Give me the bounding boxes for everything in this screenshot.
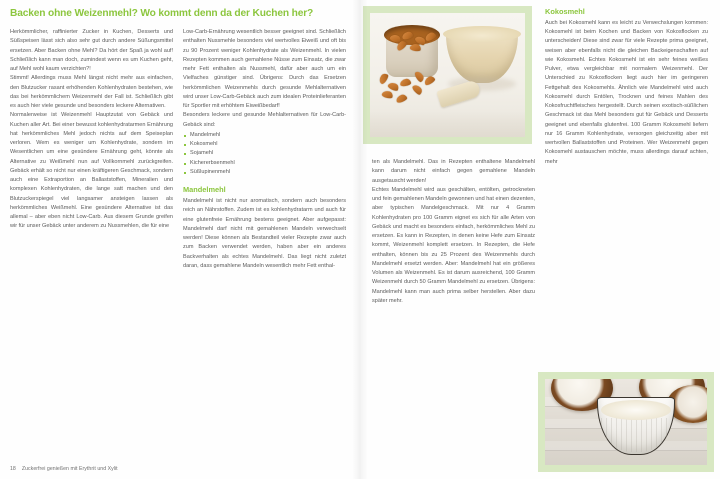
coconut-photo-frame [538, 372, 714, 472]
almond [377, 72, 389, 85]
left-column-2 [183, 28, 346, 271]
coconut-photo [545, 379, 707, 465]
flour-alternatives-list [183, 131, 346, 177]
page-title: Backen ohne Weizenmehl? Wo kommt denn da der Kuchen her? [10, 8, 314, 19]
paragraph: Herkömmlicher, raffinierter Zucker in Kuchen, Desserts und Süßspeisen lässt sich also sehr gut durch andere Süßungsmittel ersetzen. Aber Backen ohne Mehl? Da hört der Spaß ja wohl auf! Schließlich kann man doch, zumindest wenn es um Kuchen geht, auf Mehl wohl kaum verzichten?! [10, 29, 173, 73]
right-column-2 [545, 8, 708, 306]
list-item: Mandelmehl [183, 131, 346, 140]
list-item: Süßlupinenmehl [183, 168, 346, 177]
almond [381, 90, 393, 100]
left-column-1 [10, 28, 173, 271]
footer-left [10, 466, 118, 472]
paragraph: Low-Carb-Ernährung wesentlich besser geeignet sind. Schließlich enthalten Nussmehle besonders viel wertvolles Eiweiß und oft bis zu 90 Prozent weniger Kohlenhydrate als Weizenmehl. In vielen Rezepten kommen auch gemahlene Nüsse zum Einsatz, die zwar mehr Fett enthalten als Nussmehl, dafür aber auch um ein Vielfaches günstiger sind. Übrigens: Durch das Ersetzen herkömmlichen Weizenmehls durch gesunde Mehlalternativen wird unser Low-Carb-Gebäck auch zum idealen Proteinlieferanten für Sportler mit erhöhtem Eiweißbedarf! [183, 29, 346, 110]
paragraph: Normalerweise ist Weizenmehl Hauptzutat von Gebäck und Kuchen aller Art. Bei einer bewusst kohlenhydratarmen Ernährung hat herkömmliches Mehl jedoch nichts auf dem Speiseplan verloren. Wem es weniger um Kohlenhydrate, sondern im Wesentlichen um eine gesündere Ernährung geht, könnte als Alternative zu Weißmehl nun auf Vollkornmehl zurückgreifen. Gebäck erhält so nicht nur einen kräftigeren Geschmack, sondern auch eine Extraportion an Ballaststoffen, Mineralien und komplexen Kohlenhydraten, die lange satt machen und den Blutzuckerspiegel viel langsamer ansteigen lassen als herkömmliches Weißmehl. Eine gesündere Alternative ist das allemal – aber eben nicht Low-Carb. Aus diesem Grunde greifen wir für unser Gebäck unter anderem zu Nussmehlen, die für eine [10, 112, 173, 230]
footer-book-title: Zuckerfrei genießen mit Erythrit und Xylit [21, 466, 118, 472]
photo-surface [370, 111, 525, 137]
almond [411, 83, 424, 96]
paragraph: Stimmt! Allerdings muss Mehl längst nicht mehr aus einfachen, den Blutzucker rasant erhöhenden Kohlenhydraten bestehen, wie das bei herkömmlichem Weizenmehl der Fall ist. Schließlich gibt es auch hier viele gesunde und besonders leckere Alternativen. [10, 75, 173, 110]
list-item: Kokosmehl [183, 140, 346, 149]
page-number: 18 [10, 466, 16, 472]
left-page-columns [10, 28, 348, 271]
coconut-flour [601, 400, 671, 420]
section-heading-kokosmehl: Kokosmehl [545, 7, 585, 16]
paragraph: Besonders leckere und gesunde Mehlalternativen für Low-Carb-Gebäck sind: [183, 112, 346, 128]
paragraph: Echtes Mandelmehl wird aus geschälten, entölten, getrockneten und fein gemahlenen Mandeln gewonnen und hat einen dezenten, aber typischen Mandelgeschmack. Mit nur 4 Gramm Kohlenhydraten pro 100 Gramm eignet es sich für alle Arten von Gebäck und macht es besonders einfach, herkömmliches Mehl zu ersetzen. Es kann in Rezepten, in denen keine Hefe zum Einsatz kommt, Weizenmehl komplett ersetzen. In Rezepten, die Hefe enthalten, können bis zu 25 Prozent des Weizenmehls durch Mandelmehl ersetzt werden. Aber: Mandelmehl hat ein größeres Volumen als Weizenmehl. Es ist darum ausreichend, 100 Gramm Weizenmehl durch 50 Gramm Mandelmehl zu ersetzen. Übrigens: Mandelmehl kann man auch prima selber herstellen. Aber dazu später mehr. [372, 186, 535, 304]
paragraph: ten als Mandelmehl. Das in Rezepten enthaltene Mandelmehl kann darum nicht einfach gegen gemahlene Mandeln ausgetauscht werden! [372, 159, 535, 184]
list-item: Sojamehl [183, 149, 346, 158]
almond-photo [370, 13, 525, 137]
section-heading-mandelmehl: Mandelmehl [183, 185, 226, 195]
almond [395, 93, 408, 103]
flour-bowl [446, 31, 518, 83]
paragraph: Mandelmehl ist nicht nur aromatisch, sondern auch besonders reich an Nährstoffen. Zudem ist es kohlenhydratarm und auch für eine glutenfreie Ernährung bestens geeignet. Aber aufgepasst: Mandelmehl darf nicht mit gemahlenen Mandeln verwechselt werden! Diese können als Bestandteil vieler Rezepte zwar auch zum Backen verwendet werden, haben aber ein anderes Backverhalten als echtes Mandelmehl. Das liegt nicht zuletzt daran, dass gemahlene Mandeln wesentlich mehr Fett enthal- [183, 198, 346, 269]
almond [399, 78, 411, 87]
paragraph: Auch bei Kokosmehl kann es leicht zu Verwechslungen kommen: Kokosmehl ist beim Kochen und Backen von Kokosflocken zu unterscheiden! Diese sind zwar für viele Rezepte prima geeignet, weisen aber ebenfalls nicht die gleichen Backeigenschaften auf wie Kokosmehl. Echtes Kokosmehl ist ein sehr feines weißes Pulver, etwa vergleichbar mit normalem Weizenmehl. Der Unterschied zu Kokosflocken liegt auch hier im geringeren Fettgehalt des Kokosmehls. Ähnlich wie Mandelmehl wird auch Kokosmehl durch Entölen, Trocknen und feines Mahlen des Kokosfruchtfleisches hergestellt. Durch seinen exotisch-süßlichen Geschmack ist das Mehl besonders gut für Gebäck und Desserts geeignet und ebenfalls glutenfrei. 100 Gramm Kokosmehl liefern nur 16 Gramm Kohlenhydrate, versorgen gleichzeitig aber mit wertvollen Ballaststoffen und Proteinen. Wer Weizenmehl gegen Kokosmehl austauschen möchte, muss allerdings darauf achten, mehr [545, 19, 708, 165]
wooden-scoop [436, 79, 481, 108]
list-item: Kichererbsenmehl [183, 159, 346, 168]
almond-photo-frame [363, 6, 532, 144]
